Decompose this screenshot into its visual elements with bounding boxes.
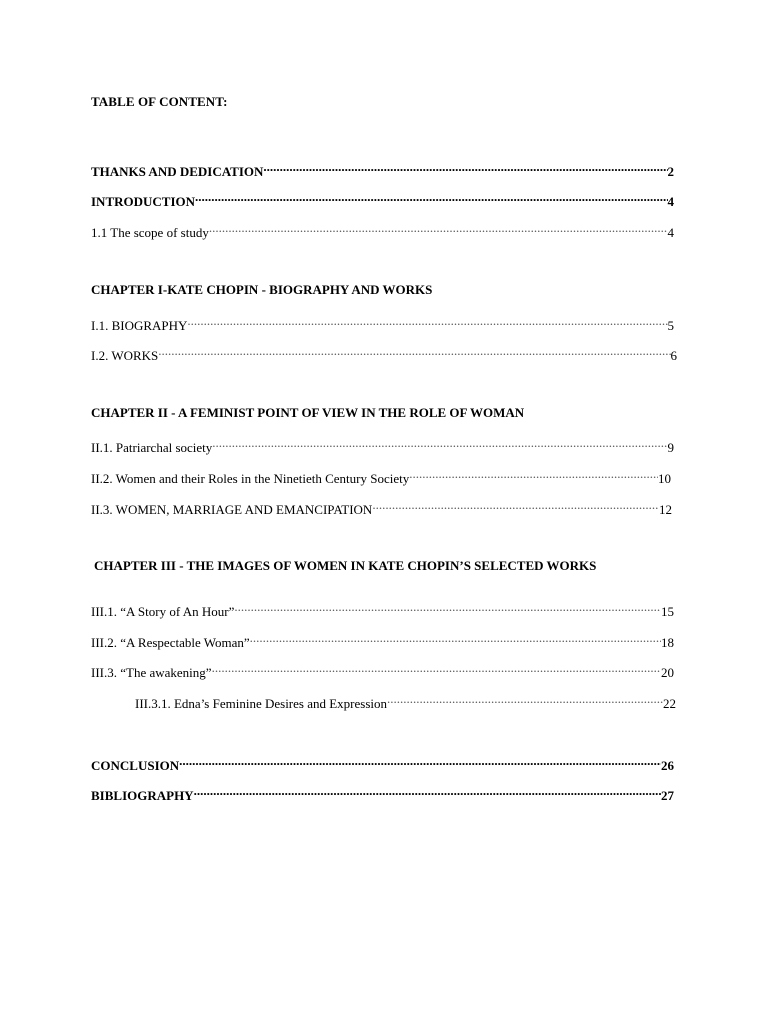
toc-entry-scope [91,219,674,240]
dot-leader [234,598,661,616]
toc-entry-page: 15 [661,604,674,619]
toc-entry-label: II.3. WOMEN, MARRIAGE AND EMANCIPATION [91,502,373,517]
dot-leader [263,158,667,176]
toc-entry-conclusion [91,752,674,773]
toc-entry-page: 18 [661,635,674,650]
toc-entry-label: INTRODUCTION [91,194,196,209]
dot-leader [250,629,661,647]
toc-entry-works [91,342,677,363]
toc-entry-label: III.1. “A Story of An Hour” [91,604,235,619]
toc-entry-label: III.2. “A Respectable Woman” [91,635,250,650]
toc-entry-page: 6 [670,348,677,363]
toc-entry-women-roles [91,465,671,486]
toc-entry-biography [91,312,674,333]
toc-entry-awakening [91,659,674,680]
dot-leader [179,752,661,770]
chapter-heading-2: CHAPTER II - A FEMINIST POINT OF VIEW IN THE ROLE OF WOMAN [91,405,525,420]
dot-leader [212,434,667,452]
toc-entry-page: 10 [658,471,671,486]
toc-entry-label: THANKS AND DEDICATION [91,164,264,179]
chapter-heading-3: CHAPTER III - THE IMAGES OF WOMEN IN KATE CHOPIN’S SELECTED WORKS [94,558,597,573]
dot-leader [209,219,668,237]
toc-entry-label: II.2. Women and their Roles in the Ninetieth Century Society [91,471,410,486]
toc-entry-label: III.3. “The awakening” [91,665,212,680]
toc-entry-women-marriage [91,496,672,517]
toc-entry-page: 27 [661,788,674,803]
dot-leader [212,659,661,677]
toc-entry-patriarchal [91,434,674,455]
toc-entry-respectable-woman [91,629,674,650]
dot-leader [409,465,658,483]
chapter-heading-1: CHAPTER I-KATE CHOPIN - BIOGRAPHY AND WORKS [91,282,433,297]
dot-leader [372,496,659,514]
toc-entry-page: 12 [659,502,672,517]
dot-leader [194,782,661,800]
toc-entry-page: 4 [667,194,674,209]
toc-entry-label: II.1. Patriarchal society [91,440,213,455]
toc-entry-edna [135,690,676,711]
toc-entry-bibliography [91,782,674,803]
dot-leader [195,188,667,206]
toc-entry-page: 22 [663,696,676,711]
toc-entry-page: 26 [661,758,674,773]
toc-entry-story-hour [91,598,674,619]
toc-entry-page: 9 [667,440,674,455]
toc-entry-label: BIBLIOGRAPHY [91,788,194,803]
toc-entry-page: 2 [667,164,674,179]
toc-entry-page: 4 [667,225,674,240]
dot-leader [158,342,670,360]
toc-entry-label: CONCLUSION [91,758,180,773]
toc-entry-page: 20 [661,665,674,680]
toc-title: TABLE OF CONTENT: [91,94,228,109]
toc-entry-label: III.3.1. Edna’s Feminine Desires and Expression [135,696,388,711]
toc-entry-page: 5 [667,318,674,333]
toc-entry-label: 1.1 The scope of study [91,225,209,240]
toc-entry-thanks [91,158,674,179]
toc-entry-introduction [91,188,674,209]
dot-leader [187,312,667,330]
toc-entry-label: I.2. WORKS [91,348,159,363]
toc-entry-label: I.1. BIOGRAPHY [91,318,188,333]
dot-leader [387,690,663,708]
